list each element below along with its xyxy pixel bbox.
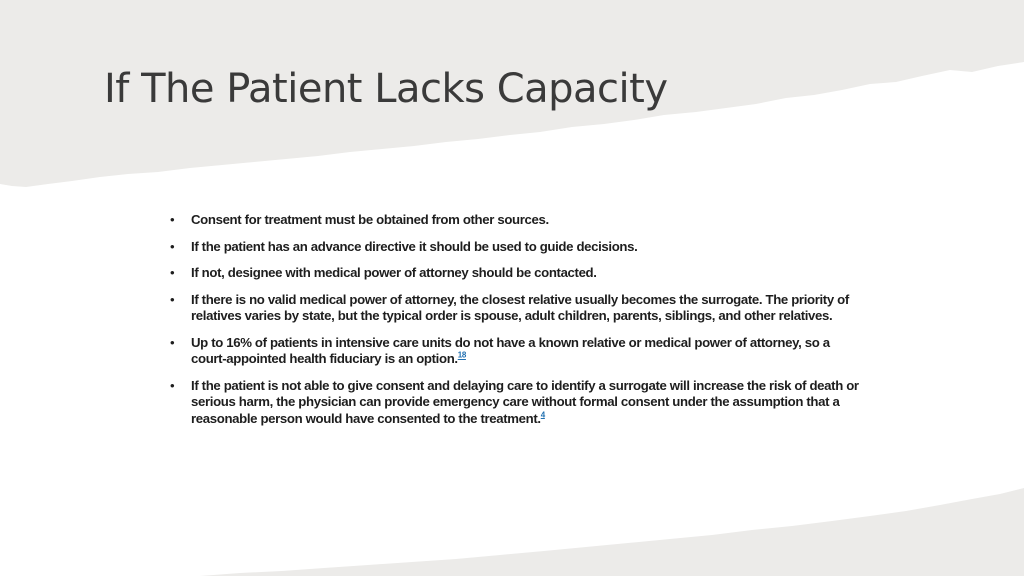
bullet-text: Consent for treatment must be obtained from other sources. <box>191 212 549 227</box>
bullet-marker: • <box>170 334 175 350</box>
bullet-list <box>170 212 860 437</box>
bullet-text: Up to 16% of patients in intensive care units do not have a known relative or medical power of attorney, so a court-appointed health fiduciary is an option. <box>191 334 830 366</box>
slide-title: If The Patient Lacks Capacity <box>104 66 668 112</box>
bullet-text: If the patient is not able to give consent and delaying care to identify a surrogate will increase the risk of death or serious harm, the physician can provide emergency care without formal consent under the assumption that a reasonable person would have consented to the treatment. <box>191 377 859 426</box>
bullet-marker: • <box>170 212 175 227</box>
bullet-marker: • <box>170 238 175 254</box>
bullet-text: If the patient has an advance directive it should be used to guide decisions. <box>191 238 638 254</box>
bullet-item <box>170 265 860 282</box>
bullet-marker: • <box>170 291 175 307</box>
bullet-text: If not, designee with medical power of attorney should be contacted. <box>191 265 597 280</box>
bullet-text: If there is no valid medical power of attorney, the closest relative usually becomes the surrogate. The priority of relatives varies by state, but the typical order is spouse, adult children, parents, siblings, and other relatives. <box>191 291 849 323</box>
bullet-item <box>170 335 860 368</box>
reference-link-18[interactable]: 18 <box>457 350 466 360</box>
bullet-item <box>170 239 860 256</box>
bullet-item <box>170 212 860 229</box>
bullet-item <box>170 292 860 325</box>
reference-link-4[interactable]: 4 <box>540 410 545 420</box>
bullet-marker: • <box>170 377 175 393</box>
bullet-marker: • <box>170 265 175 280</box>
bullet-item <box>170 378 860 428</box>
